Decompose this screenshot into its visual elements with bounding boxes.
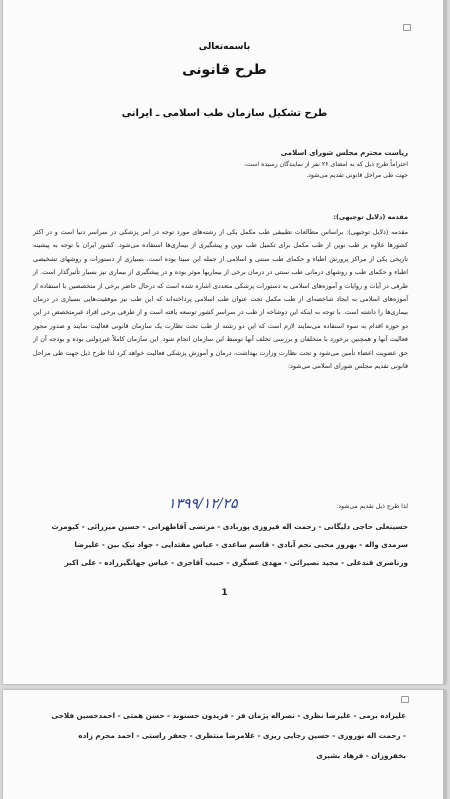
signatory-line: - رحمت اله نوروزی - حسین رجایی ریزی - غلامرضا منتظری - جعفر راستی - احمد محرم زاده [78, 731, 406, 740]
signatory-line: علیزاده برمی - علیرضا نظری - نصراله پژمان فر - فریدون حسنوند - حسن همتی - احمدحسین فلاحی [51, 711, 406, 720]
document-subtitle: طرح تشکیل سازمان طب اسلامی ـ ایرانی [121, 108, 328, 119]
signatories-list-continued [16, 706, 406, 766]
signatory-line: ورناصری قندعلی - مجید نصیرائی - مهدی عسگری - حبیب آقاجری - عباس جهانگیرزاده - علی اکبر [64, 558, 408, 567]
document-page-1 [3, 0, 446, 684]
address-heading: ریاست محترم مجلس شورای اسلامی [280, 149, 408, 157]
address-block [28, 148, 408, 181]
address-line-1: احتراماً طرح ذیل که به امضای ۲۶ نفر از نمایندگان رسیده است، [244, 161, 408, 168]
justification-paragraph: مقدمه (دلایل توجیهی): براساس مطالعات تطبیقی طب مکمل یکی از رشته‌های مورد توجه در امر پزشکی در سراسر دنیا است و در اکثر کشورها علاوه بر طب نوین از طب مکمل برای تکمیل طب نوین و پیشگیری از بیماری‌ها استفاده می‌شود. کشور ایران با توجه به پیشینه تاریخی یکی از مراکز پرورش اطباء و حکمای طب سنتی و اسلامی از جمله ابن سینا بوده است. بسیاری از دستورات و روشهای تشخیصی اطباء و حکمای طب و روشهای درمانی طب سنتی در درمان برخی از بیماریها موثر بوده و در پیشگیری از بیماری نیز بسیار تأثیرگذار است. از طرفی در آیات و روایات و آموزه‌های اسلامی به دستورات پزشکی متعددی اشاره شده است که درحال حاضر برخی از متخصصین با استفاده از آموزه‌های اسلامی به ایجاد شاخصه‌ای از طب مکمل تحت عنوان طب اسلامی پرداخته‌اند که این طب نیز موفقیت‌هایی بسیاری در درمان بیماری‌ها را داشته است. با توجه به اینکه این دوشاخه از طب در سراسر کشور توسعه یافته است و از طرفی برخی افراد غیرمتخصص در این دو حوزه اقدام به سوء استفاده می‌نمایند لازم است که این دو رشته از طب تحت نظارت یک سازمان قانونی فعالیت نمایند و صدور مجوز فعالیت آنها و همچنین برخورد با متخلفان و بررسی تخلف آنها توسط این سازمان انجام شود. این سازمان کاملاً غیردولتی بوده و بودجه آن از حق عضویت اعضاء تأمین می‌شود و تحت نظارت وزارت بهداشت، درمان و آموزش پزشکی فعالیت خواهد کرد لذا طرح ذیل جهت طی مراحل قانونی تقدیم مجلس شورای اسلامی می‌شود: [33, 228, 408, 371]
document-page-2 [3, 690, 446, 799]
handwritten-date: ۱۳۹۹/۱۲/۲۵ [168, 496, 238, 512]
page-edge [443, 0, 446, 684]
page-number: 1 [221, 588, 228, 598]
corner-mark-icon [401, 696, 409, 703]
signatory-line: حسینعلی حاجی دلیگانی - رحمت اله فیروزی پوربادی - مرتضی آقاطهرانی - حسین میرزائی - کیومرث [51, 522, 408, 531]
address-line-2: جهت طی مراحل قانونی تقدیم می‌شود. [306, 172, 408, 179]
page-edge [443, 690, 446, 799]
intro-heading: مقدمه (دلایل توجیهی): [333, 213, 408, 221]
corner-mark-icon [403, 24, 411, 31]
bismillah-heading: باسمه‌تعالی [198, 42, 251, 52]
signatories-list [28, 518, 408, 572]
document-title: طرح قانونی [182, 62, 267, 78]
signatory-line: سرمدی واله - بهروز محبی نجم آبادی - قاسم ساعدی - عباس مقتدایی - جواد نیک بین - علیرضا [74, 540, 408, 549]
signatory-line: بخفروزان - فرهاد بشیری [316, 751, 406, 760]
signatories-heading: لذا طرح ذیل تقدیم می‌شود: [336, 503, 408, 510]
